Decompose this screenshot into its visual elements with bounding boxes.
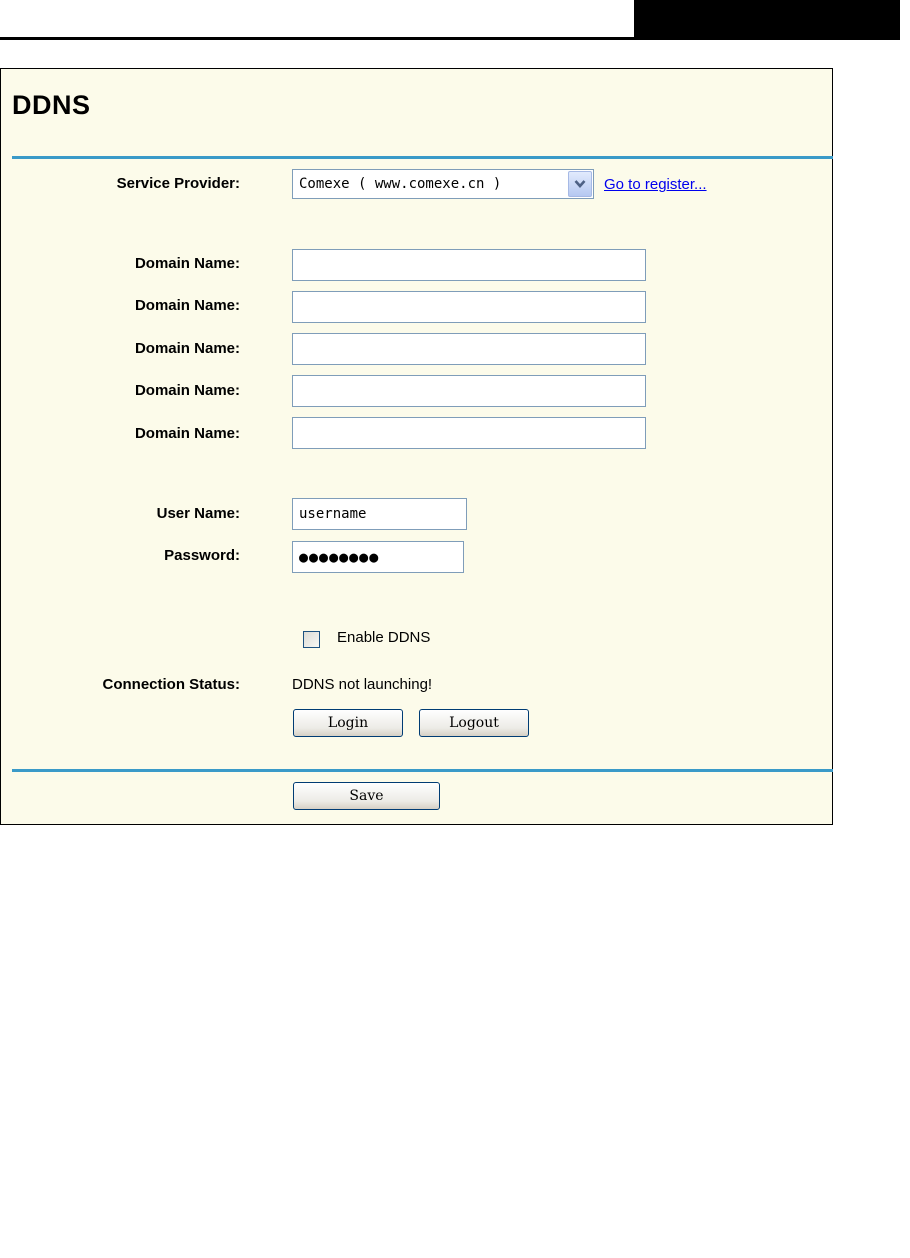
connection-status-label: Connection Status:: [102, 676, 240, 693]
document-header-tab: [634, 0, 900, 38]
domain-name-input-1[interactable]: [292, 249, 646, 281]
domain-name-label-4: Domain Name:: [134, 382, 240, 399]
chevron-down-icon[interactable]: [568, 171, 592, 197]
domain-name-label-2: Domain Name:: [134, 297, 240, 314]
divider-top: [12, 156, 833, 159]
divider-bottom: [12, 769, 833, 772]
domain-name-label-1: Domain Name:: [134, 255, 240, 272]
service-provider-value: Comexe ( www.comexe.cn ): [299, 176, 502, 192]
domain-name-input-2[interactable]: [292, 291, 646, 323]
password-label: Password:: [164, 547, 240, 564]
document-header-rule: [0, 37, 900, 40]
password-input[interactable]: [292, 541, 464, 573]
login-button[interactable]: Login: [293, 709, 403, 737]
document-header-edge: [899, 0, 900, 38]
enable-ddns-checkbox[interactable]: [303, 631, 320, 648]
service-provider-select[interactable]: [292, 169, 594, 199]
connection-status-value: DDNS not launching!: [292, 676, 433, 693]
logout-button[interactable]: Logout: [419, 709, 529, 737]
page-title: DDNS: [12, 90, 91, 120]
domain-name-input-5[interactable]: [292, 417, 646, 449]
user-name-label: User Name:: [156, 505, 240, 522]
domain-name-label-3: Domain Name:: [134, 340, 240, 357]
ddns-panel: [0, 68, 833, 825]
go-to-register-link[interactable]: Go to register...: [604, 176, 707, 193]
domain-name-input-3[interactable]: [292, 333, 646, 365]
save-button[interactable]: Save: [293, 782, 440, 810]
domain-name-label-5: Domain Name:: [134, 425, 240, 442]
service-provider-label: Service Provider:: [116, 175, 240, 192]
user-name-input[interactable]: [292, 498, 467, 530]
domain-name-input-4[interactable]: [292, 375, 646, 407]
enable-ddns-label: Enable DDNS: [337, 629, 431, 646]
